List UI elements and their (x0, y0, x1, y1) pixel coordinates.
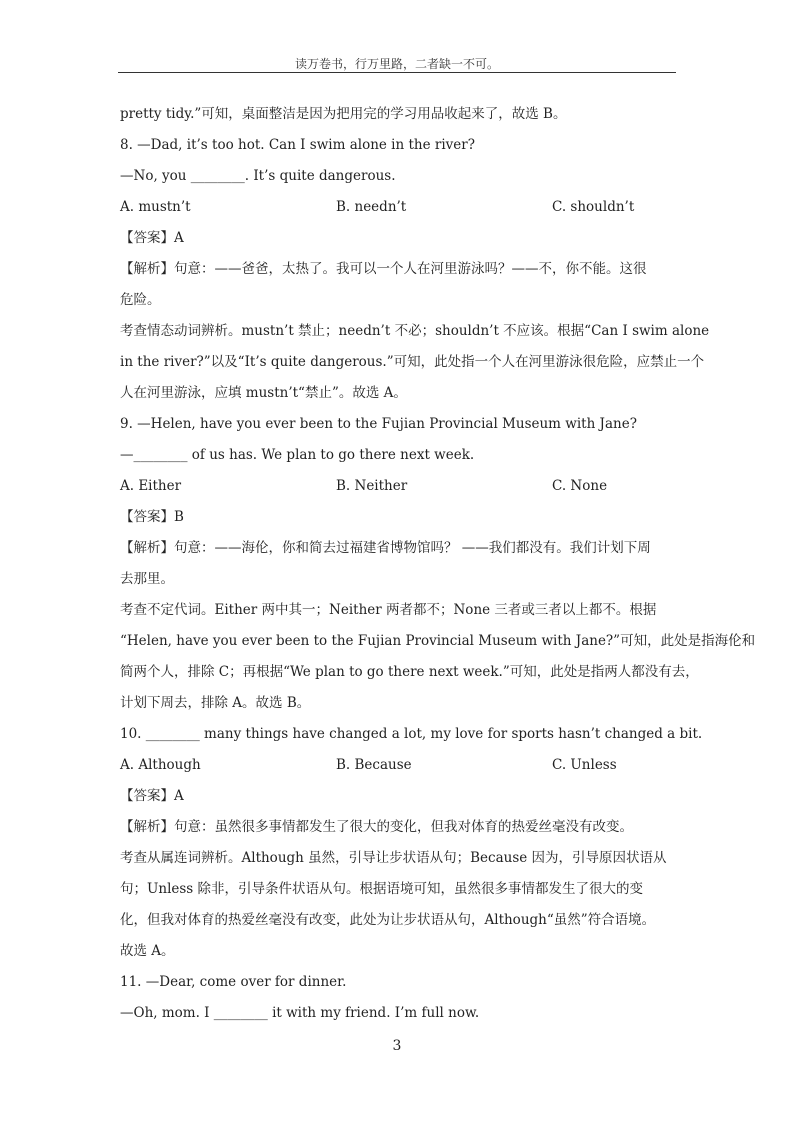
page-header: 读万卷书，行万里路，二者缺一不可。 (294, 57, 499, 71)
text-line: 简两个人，排除 C；再根据“We plan to go there next week.”可知，此处是指两人都没有去， (120, 664, 699, 680)
text-line: 8. —Dad, it’s too hot. Can I swim alone in the river? (120, 137, 475, 153)
text-line: —________ of us has. We plan to go there next week. (120, 447, 475, 463)
text-line: 危险。 (120, 292, 161, 308)
text-line: 【解析】句意：——爸爸，太热了。我可以一个人在河里游泳吗？——不，你不能。这很 (120, 261, 647, 277)
answer-option: C. Unless (552, 757, 617, 773)
text-line: —Oh, mom. I ________ it with my friend. I’m full now. (120, 1005, 480, 1021)
answer-option: A. Either (120, 478, 182, 494)
text-line: —No, you ________. It’s quite dangerous. (120, 168, 396, 184)
answer-option: C. None (552, 478, 608, 494)
text-line: 11. —Dear, come over for dinner. (120, 974, 347, 990)
answer-option: B. needn’t (336, 199, 407, 215)
text-line: 考查情态动词辨析。mustn’t 禁止；needn’t 不必；shouldn’t 不应该。根据“Can I swim alone (120, 323, 710, 339)
text-line: 【解析】句意：——海伦，你和简去过福建省博物馆吗？ ——我们都没有。我们计划下周 (120, 540, 651, 556)
answer-options (120, 192, 680, 223)
text-line: 【答案】A (120, 788, 184, 804)
text-line: 故选 A。 (120, 943, 175, 959)
text-line: 【解析】句意：虽然很多事情都发生了很大的变化，但我对体育的热爱丝毫没有改变。 (120, 819, 633, 835)
text-line: 【答案】B (120, 509, 184, 525)
text-line: 10. ________ many things have changed a lot, my love for sports hasn’t changed a bit. (120, 726, 703, 742)
document-body (120, 99, 756, 1029)
page-number: 3 (392, 1038, 402, 1054)
answer-options (120, 471, 680, 502)
answer-option: B. Because (336, 757, 412, 773)
answer-option: A. mustn’t (120, 199, 191, 215)
text-line: 9. —Helen, have you ever been to the Fujian Provincial Museum with Jane? (120, 416, 637, 432)
text-line: 化，但我对体育的热爱丝毫没有改变，此处为让步状语从句，Although“虽然”符合语境。 (120, 912, 656, 928)
text-line: 考查不定代词。Either 两中其一；Neither 两者都不；None 三者或三者以上都不。根据 (120, 602, 657, 618)
text-line: in the river?”以及“It’s quite dangerous.”可知，此处指一个人在河里游泳很危险，应禁止一个 (120, 354, 705, 370)
answer-option: B. Neither (336, 478, 408, 494)
text-line: 句；Unless 除非，引导条件状语从句。根据语境可知，虽然很多事情都发生了很大的变 (120, 881, 644, 897)
answer-option: A. Although (120, 757, 201, 773)
header-divider (118, 72, 676, 73)
text-line: “Helen, have you ever been to the Fujian Provincial Museum with Jane?”可知，此处是指海伦和 (120, 633, 756, 649)
text-line: 考查从属连词辨析。Although 虽然，引导让步状语从句；Because 因为，引导原因状语从 (120, 850, 667, 866)
text-line: 【答案】A (120, 230, 184, 246)
answer-options (120, 750, 680, 781)
text-line: 去那里。 (120, 571, 174, 587)
answer-option: C. shouldn’t (552, 199, 635, 215)
text-line: 计划下周去，排除 A。故选 B。 (120, 695, 311, 711)
text-line: pretty tidy.”可知，桌面整洁是因为把用完的学习用品收起来了，故选 B。 (120, 106, 567, 122)
text-line: 人在河里游泳，应填 mustn’t“禁止”。故选 A。 (120, 385, 407, 401)
